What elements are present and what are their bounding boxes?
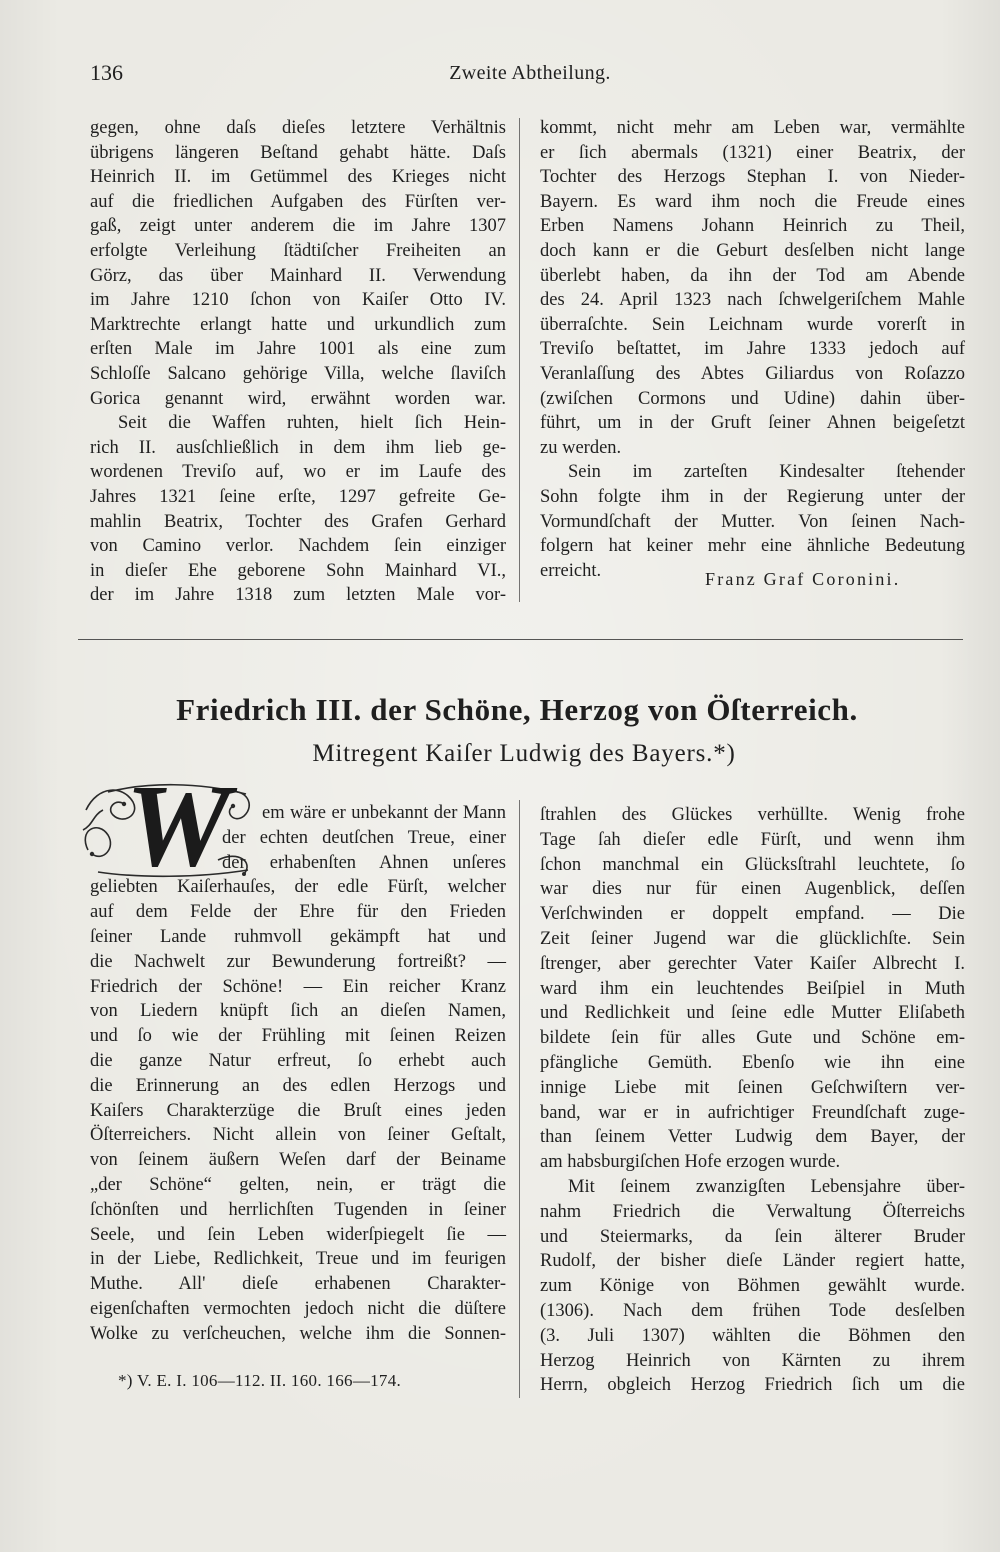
text-line: band, war er in aufrichtiger Freundſchaft zuge-: [540, 1102, 965, 1123]
running-title: Zweite Abtheilung.: [449, 62, 611, 84]
text-line: ſtrenger, aber gerechter Vater Kaiſer Albrecht I.: [540, 953, 965, 974]
text-line: ſtrahlen des Glückes verhüllte. Wenig frohe: [540, 805, 965, 825]
text-line: er ſich abermals (1321) einer Beatrix, der: [540, 142, 965, 163]
text-line: der im Jahre 1318 zum letzten Male vor-: [90, 585, 506, 606]
text-line: im Jahre 1210 ſchon von Kaiſer Otto IV.: [90, 290, 506, 311]
text-line: in der Liebe, Redlichkeit, Treue und im feurigen: [90, 1249, 506, 1270]
text-line: ſchon manchmal ein Glücksſtrahl leuchtete, ſo: [540, 854, 965, 875]
text-line: doch kann er die Geburt desſelben nicht lange: [540, 240, 965, 261]
text-line: em wäre er unbekannt der Mann: [262, 803, 506, 823]
column-divider: [519, 800, 520, 1398]
text-line: eigenſchaften vermochten jedoch nicht die düſtere: [90, 1298, 506, 1319]
text-line: Vormundſchaft der Mutter. Von ſeinen Nach-: [540, 511, 965, 532]
text-line: (zwiſchen Cormons und Udine) dahin über-: [540, 388, 965, 409]
text-line: wordenen Treviſo auf, wo er im Laufe des: [90, 462, 506, 483]
page-number: 136: [90, 60, 123, 85]
text-line: Marktrechte erlangt hatte und urkundlich zum: [90, 314, 506, 335]
text-line: auf die friedlichen Aufgaben des Fürſten ver-: [90, 191, 506, 212]
text-line: (3. Juli 1307) wählten die Böhmen den: [540, 1325, 965, 1346]
text-line: Öſterreichers. Nicht allein von ſeiner Geſtalt,: [90, 1125, 506, 1146]
text-line: folgern hat keiner mehr eine ähnliche Bedeutung: [540, 536, 965, 557]
text-line: Seit die Waffen ruhten, hielt ſich Hein-: [118, 413, 506, 434]
text-line: des 24. April 1323 nach ſchwelgeriſchem Mahle: [540, 290, 965, 311]
article1-right-column: [540, 116, 965, 583]
text-line: Zeit ſeiner Jugend war die glücklichſte. Sein: [540, 928, 965, 949]
text-line: ſchönſten und herrlichſten Tugenden in ſeiner: [90, 1199, 506, 1220]
text-line: Sein im zarteſten Kindesalter ſtehender: [568, 462, 965, 483]
text-line: zu werden.: [540, 437, 622, 458]
article2-right-column: [540, 803, 965, 1398]
section-divider: [78, 639, 963, 640]
text-line: Herrn, obgleich Herzog Friedrich ſich um die: [540, 1375, 965, 1396]
text-line: geliebten Kaiſerhauſes, der edle Fürſt, welcher: [90, 877, 506, 898]
text-line: war dies nur für einen Augenblick, deſſen: [540, 879, 965, 900]
article-title: Friedrich III. der Schöne, Herzog von Öſterreich.: [176, 692, 858, 727]
text-line: von Liedern knüpft ſich an dieſen Namen,: [90, 1001, 506, 1022]
article1-left-column: [90, 116, 506, 608]
text-line: von Camino verlor. Nachdem ſein einziger: [90, 536, 506, 557]
text-line: der erhabenſten Ahnen unſeres: [222, 852, 506, 873]
article-subtitle: Mitregent Kaiſer Ludwig des Bayers.*): [312, 740, 736, 767]
text-line: than ſeinem Vetter Ludwig dem Bayer, der: [540, 1127, 965, 1148]
text-line: auf dem Felde der Ehre für den Frieden: [90, 902, 506, 923]
text-line: die Nachwelt zur Bewunderung fortreißt? —: [90, 951, 506, 972]
text-line: Herzog Heinrich von Kärnten zu ihrem: [540, 1350, 965, 1371]
text-line: kommt, nicht mehr am Leben war, vermählte: [540, 118, 965, 138]
text-line: nahm Friedrich die Verwaltung Öſterreichs: [540, 1201, 965, 1222]
text-line: und Redlichkeit und ſeine edle Mutter Eliſabeth: [540, 1003, 965, 1024]
text-line: überraſchte. Sein Leichnam wurde vorerſt in: [540, 314, 965, 335]
text-line: in dieſer Ehe geborene Sohn Mainhard VI.,: [90, 560, 506, 581]
text-line: mahlin Beatrix, Tochter des Grafen Gerhard: [90, 511, 506, 532]
text-line: erfolgte Verleihung ſtädtiſcher Freiheiten an: [90, 240, 506, 261]
article2-left-column: [90, 801, 506, 1347]
text-line: die ganze Natur erfreut, ſo erhebt auch: [90, 1050, 506, 1071]
text-line: Mit ſeinem zwanzigſten Lebensjahre über-: [568, 1176, 965, 1197]
text-line: Tochter des Herzogs Stephan I. von Nieder-: [540, 167, 965, 188]
text-line: Friedrich der Schöne! — Ein reicher Kranz: [90, 976, 506, 997]
text-line: die Erinnerung an des edlen Herzogs und: [90, 1075, 506, 1096]
text-line: Bayern. Es ward ihm noch die Freude eines: [540, 191, 965, 212]
text-line: und Steiermarks, da ſein älterer Bruder: [540, 1226, 965, 1247]
text-line: Treviſo beſtattet, im Jahre 1333 jedoch auf: [540, 339, 965, 360]
text-line: Tage ſah dieſer edle Fürſt, und wenn ihm: [540, 829, 965, 850]
text-line: (1306). Nach dem frühen Tode desſelben: [540, 1300, 965, 1321]
text-line: gegen, ohne daſs dieſes letztere Verhältnis: [90, 118, 506, 138]
drop-cap-letter: W: [125, 760, 231, 891]
text-line: zum Könige von Böhmen gewählt wurde.: [540, 1276, 965, 1297]
text-line: Wolke zu verſcheuchen, welche ihm die Sonnen-: [90, 1323, 506, 1344]
text-line: erreicht.: [540, 560, 602, 581]
text-line: überlebt haben, da ihn der Tod am Abende: [540, 265, 965, 286]
text-line: der echten deutſchen Treue, einer: [222, 827, 506, 848]
text-line: Kaiſers Charakterzüge die Bruſt eines jeden: [90, 1100, 506, 1121]
author-signature: Franz Graf Coronini.: [705, 569, 901, 589]
text-line: Muthe. All' dieſe erhabenen Charakter-: [90, 1274, 506, 1295]
text-line: ward ihm ein leuchtendes Beiſpiel in Muth: [540, 978, 965, 999]
text-line: am habsburgiſchen Hofe erzogen wurde.: [540, 1152, 841, 1173]
text-line: und ſo wie der Frühling mit ſeinen Reizen: [90, 1026, 506, 1047]
text-line: Erben Namens Johann Heinrich zu Theil,: [540, 216, 965, 237]
text-line: Heinrich II. im Getümmel des Krieges nicht: [90, 167, 506, 188]
footnote: *) V. E. I. 106—112. II. 160. 166—174.: [118, 1371, 402, 1390]
text-line: Gorica genannt wird, erwähnt worden war.: [90, 388, 506, 409]
text-line: pfängliche Gemüth. Ebenſo wie ihn eine: [540, 1052, 965, 1073]
text-line: Veranlaſſung des Abtes Giliardus von Roſazzo: [540, 363, 965, 384]
text-line: von ſeinem äußern Weſen darf der Beiname: [90, 1150, 506, 1171]
text-line: rich II. ausſchließlich in dem ihm lieb ge-: [90, 437, 506, 458]
text-line: Jahres 1321 ſeine erſte, 1297 gefreite Ge-: [90, 486, 506, 507]
text-line: innige Liebe mit ſeinen Geſchwiſtern ver-: [540, 1077, 965, 1098]
text-line: Sohn folgte ihm in der Regierung unter der: [540, 486, 965, 507]
text-line: bildete ſein für alles Gute und Schöne em-: [540, 1028, 965, 1049]
text-line: übrigens längeren Beſtand gehabt hätte. Daſs: [90, 142, 506, 163]
text-line: erſten Male im Jahre 1001 als eine zum: [90, 339, 506, 360]
text-line: Görz, das über Mainhard II. Verwendung: [90, 265, 506, 286]
text-line: gaß, zeigt unter anderem die im Jahre 1307: [90, 216, 506, 237]
column-divider: [519, 118, 520, 602]
text-line: Rudolf, der bisher dieſe Länder regiert hatte,: [540, 1251, 965, 1272]
text-line: ſeiner Lande ruhmvoll gekämpft hat und: [90, 926, 506, 947]
text-line: Schloſſe Salcano gehörige Villa, welche ſlaviſch: [90, 363, 506, 384]
text-line: Seele, und ſein Leben widerſpiegelt ſie —: [90, 1224, 506, 1245]
text-line: führt, um in der Gruft ſeiner Ahnen beigeſetzt: [540, 413, 965, 434]
text-line: Verſchwinden er doppelt empfand. — Die: [540, 904, 965, 925]
text-line: „der Schöne“ gelten, nein, er trägt die: [90, 1174, 506, 1195]
